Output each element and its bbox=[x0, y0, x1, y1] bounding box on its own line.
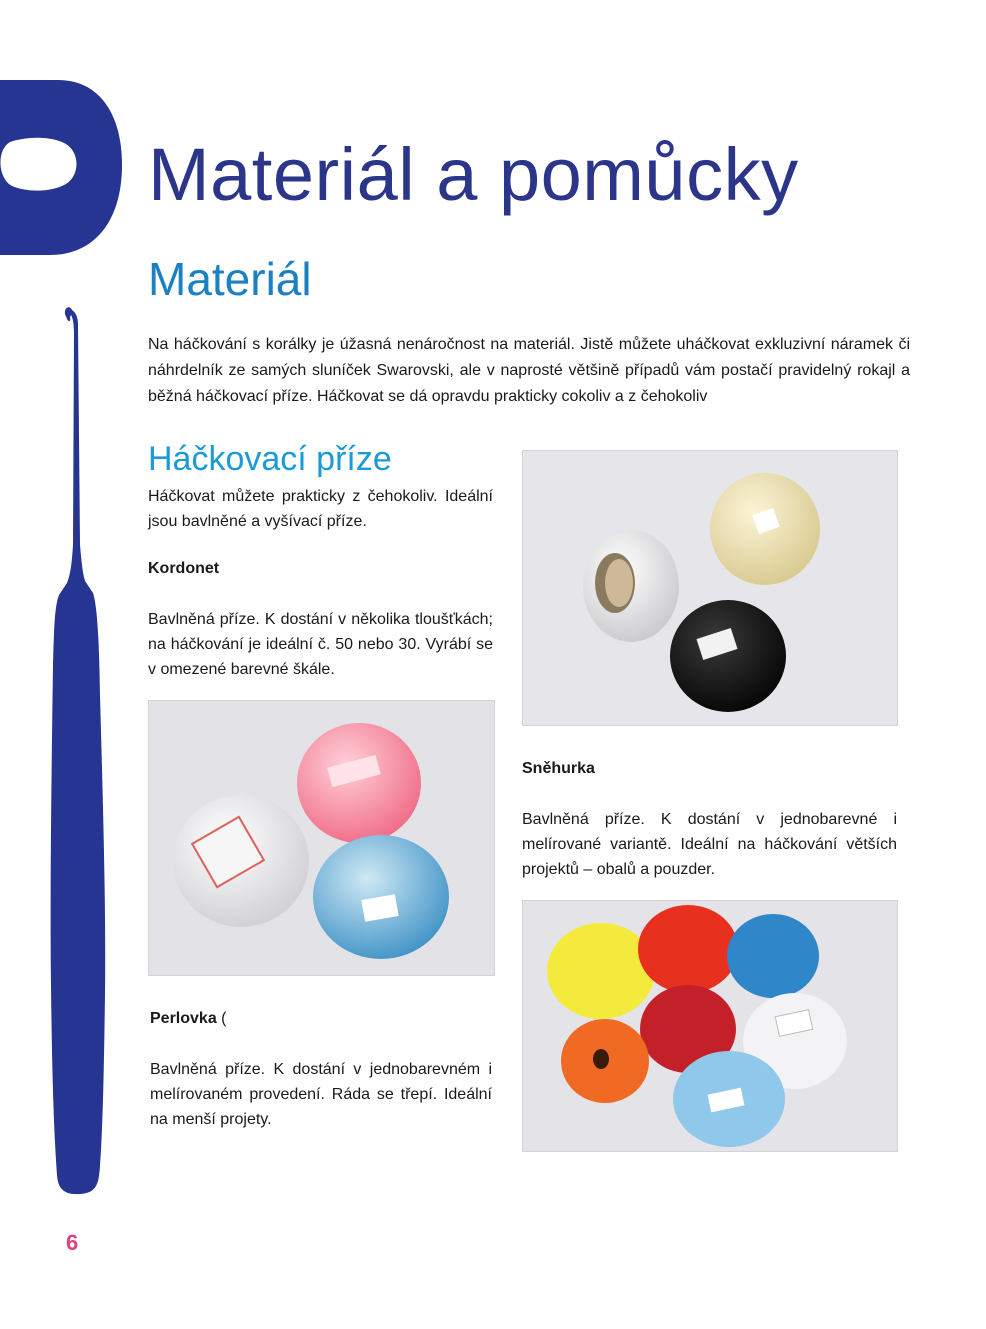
photo-perlovka bbox=[522, 900, 898, 1152]
item-description-snehurka: Bavlněná příze. K dostání v jednobarevné i melírované variantě. Ideální na háčkování větších projektů – obalů a pouzder. bbox=[522, 811, 897, 878]
page-title: Materiál a pomůcky bbox=[148, 133, 799, 216]
item-description-perlovka: Bavlněná příze. K dostání v jednobarevném i melírovaném provedení. Ráda se třepí. Ideální na menší projety. bbox=[150, 1061, 492, 1128]
yarn-balls-image bbox=[523, 901, 897, 1151]
section-title: Materiál bbox=[148, 253, 312, 305]
item-label-perlovka-suffix: ( bbox=[216, 1010, 227, 1027]
subsection-intro: Háčkovat můžete prakticky z čehokoliv. Ideální jsou bavlněné a vyšívací příze. bbox=[148, 488, 493, 530]
decorative-letter-o bbox=[0, 80, 125, 255]
item-label-perlovka bbox=[150, 1010, 227, 1028]
subsection-title: Háčkovací příze bbox=[148, 440, 392, 478]
item-description-kordonet: Bavlněná příze. K dostání v několika tloušťkách; na háčkování je ideální č. 50 nebo 30. Vyrábí se v omezené barevné škále. bbox=[148, 611, 493, 678]
photo-snehurka bbox=[148, 700, 495, 976]
section-intro: Na háčkování s korálky je úžasná nenáročnost na materiál. Jistě můžete uháčkovat exkluzivní náramek či náhrdelník ze samých sluníček Swarovski, ale v naprosté většině případů vám postačí pravidelný rokajl a běžná háčkovací příze. Háčkovat se dá opravdu prakticky cokoliv a z čehokoliv bbox=[148, 336, 910, 405]
yarn-balls-image bbox=[523, 451, 897, 725]
page-number: 6 bbox=[66, 1230, 79, 1255]
item-label-snehurka: Sněhurka bbox=[522, 760, 595, 777]
yarn-balls-image bbox=[149, 701, 494, 975]
item-label-perlovka-text: Perlovka bbox=[150, 1010, 217, 1027]
photo-kordonet bbox=[522, 450, 898, 726]
item-label-kordonet: Kordonet bbox=[148, 560, 220, 577]
crochet-hook-illustration bbox=[40, 305, 120, 1195]
